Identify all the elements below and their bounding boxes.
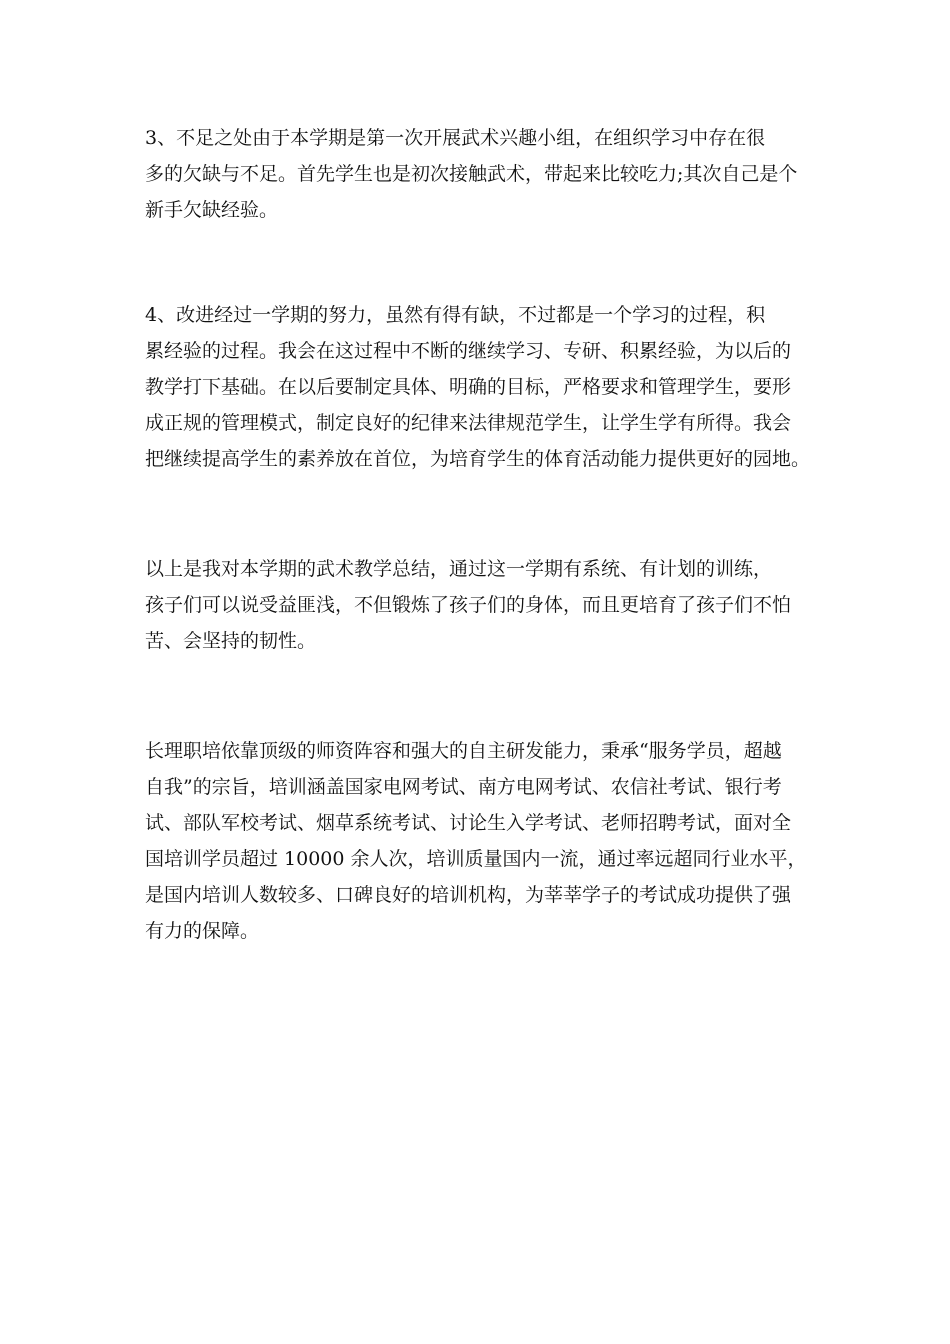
paragraph-line: 教学打下基础。在以后要制定具体、明确的目标，严格要求和管理学生，要形	[145, 376, 792, 398]
paragraph-line: 孩子们可以说受益匪浅，不但锻炼了孩子们的身体，而且更培育了孩子们不怕	[145, 594, 792, 616]
paragraph-line: 成正规的管理模式，制定良好的纪律来法律规范学生，让学生学有所得。我会	[145, 412, 792, 434]
paragraph-line: 自我”的宗旨，培训涵盖国家电网考试、南方电网考试、农信社考试、银行考	[145, 776, 782, 798]
paragraph-line: 有力的保障。	[145, 920, 260, 942]
paragraph-line: 累经验的过程。我会在这过程中不断的继续学习、专研、积累经验，为以后的	[145, 340, 792, 362]
paragraph-line: 把继续提高学生的素养放在首位，为培育学生的体育活动能力提供更好的园地。	[145, 448, 811, 470]
paragraph-line: 苦、会坚持的韧性。	[145, 630, 317, 652]
paragraph-line: 试、部队军校考试、烟草系统考试、讨论生入学考试、老师招聘考试，面对全	[145, 812, 792, 834]
paragraph-line: 长理职培依靠顶级的师资阵容和强大的自主研发能力，秉承“服务学员，超越	[145, 740, 782, 762]
paragraph-line: 是国内培训人数较多、口碑良好的培训机构，为莘莘学子的考试成功提供了强	[145, 884, 792, 906]
paragraph-line: 国培训学员超过 10000 余人次，培训质量国内一流，通过率远超同行业水平，	[145, 848, 807, 870]
paragraph-improvements	[145, 297, 810, 477]
paragraph-promotion	[145, 733, 807, 949]
paragraph-line: 以上是我对本学期的武术教学总结，通过这一学期有系统、有计划的训练，	[145, 558, 773, 580]
paragraph-summary	[145, 551, 791, 659]
paragraph-line: 3、不足之处由于本学期是第一次开展武术兴趣小组，在组织学习中存在很	[145, 127, 766, 149]
paragraph-line: 4、改进经过一学期的努力，虽然有得有缺，不过都是一个学习的过程，积	[145, 304, 766, 326]
paragraph-shortcomings	[145, 120, 797, 228]
paragraph-line: 多的欠缺与不足。首先学生也是初次接触武术，带起来比较吃力;其次自己是个	[145, 163, 798, 185]
paragraph-line: 新手欠缺经验。	[145, 199, 279, 221]
